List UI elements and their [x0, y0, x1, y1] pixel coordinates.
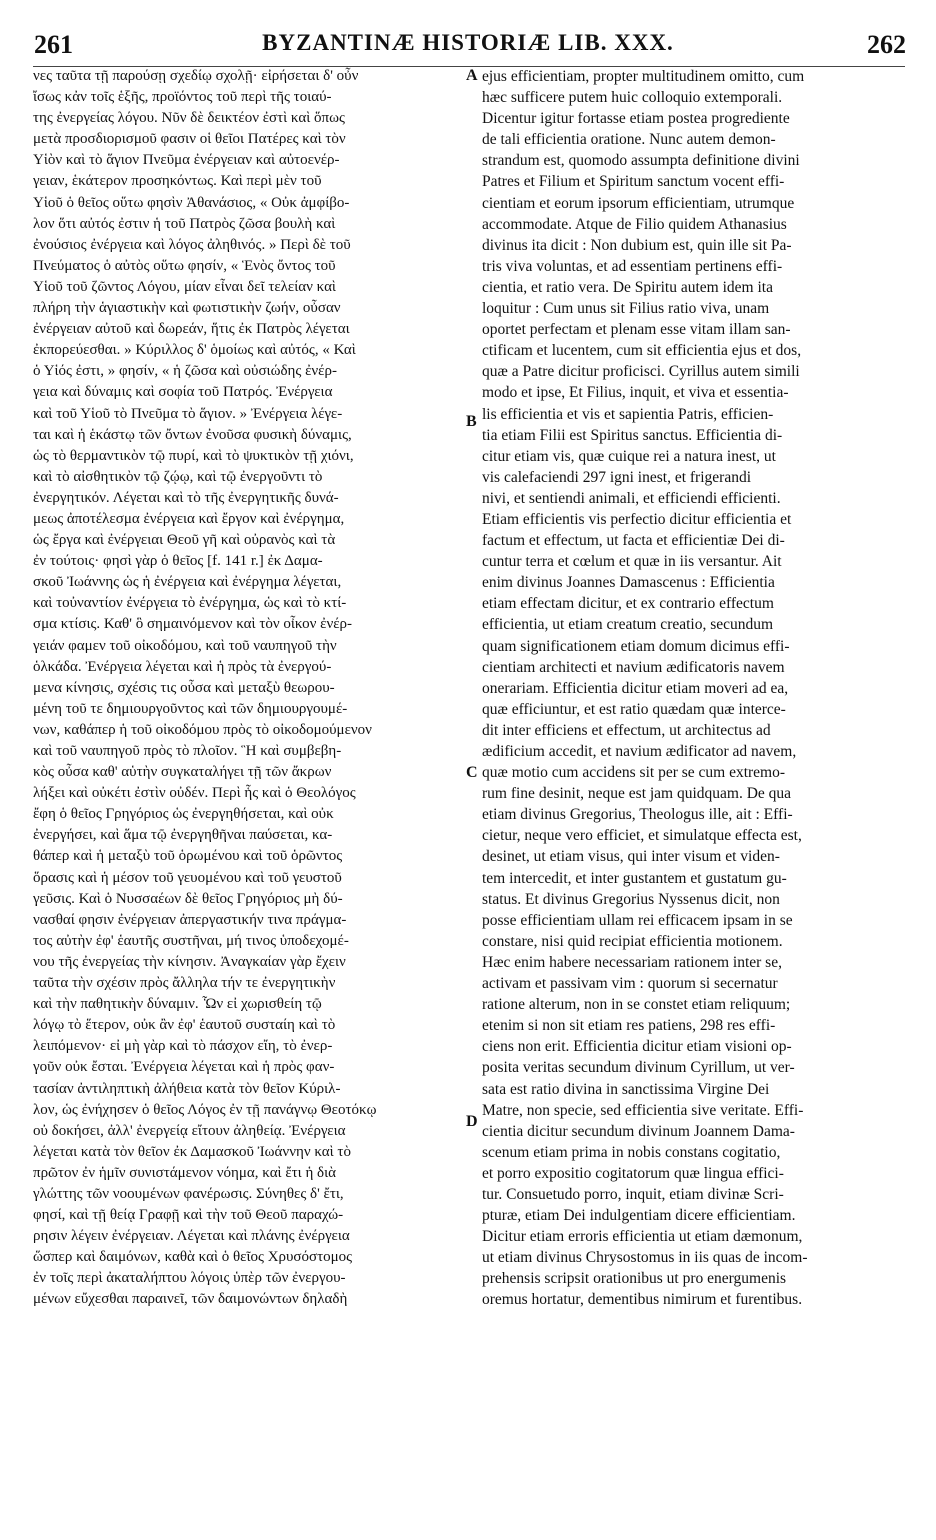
greek-text-line: καὶ τὴν παθητικὴν δύναμιν. Ὧν εἰ χωρισθείη τῷ [33, 996, 322, 1013]
latin-text-line: dit inter efficiens et effectum, ut architectus ad [482, 721, 771, 739]
latin-text-line: et porro expositio cogitatorum quæ lingua effici- [482, 1164, 784, 1182]
greek-text-line: Υἱοῦ τοῦ ζῶντος Λόγου, μίαν εἶναι δεῖ τελείαν καὶ [33, 278, 336, 295]
latin-text-line: ciens non erit. Efficientia dicitur etiam visioni op- [482, 1038, 792, 1056]
greek-text-line: ὁ Υἱός ἐστι, » φησίν, « ἡ ζῶσα καὶ οὐσιώδης ἐνέρ- [33, 363, 337, 380]
greek-text-line: τασίαν ἀντιληπτικὴ ἀλήθεια κατὰ τὸν θεῖον Κύριλ- [33, 1080, 341, 1097]
greek-text-line: καὶ τοῦ ναυπηγοῦ πρὸς τὸ πλοῖον. Ἣ καὶ συμβεβη- [33, 743, 342, 759]
greek-text-column [33, 66, 463, 1311]
latin-text-line: quæ efficiuntur, et est ratio quædam quæ interce- [482, 700, 786, 718]
latin-text-line: cientia dicitur secundum divinum Joannem Dama- [482, 1122, 795, 1140]
latin-text-line: hæc sufficere putem huic colloquio extemporali. [482, 89, 783, 107]
greek-text-line: γλώττης τῶν νοουμένων φανέρωσις. Σύνηθες δ' ἔτι, [33, 1185, 344, 1202]
latin-text-line: posita veritas secundum divinum Cyrillum, ut ver- [482, 1059, 795, 1077]
greek-text-line: ὡς ἔργα καὶ ἐνέργειαι Θεοῦ γῆ καὶ οὐρανὸς καὶ τὰ [33, 532, 336, 549]
latin-text-line: prehensis scripsit orationibus ut pro energumenis [482, 1270, 787, 1288]
latin-text-line: ctificam et lucentem, cum sit efficientia ejus et dos, [482, 342, 802, 360]
latin-text-line: constare, nisi quid recipiat efficientia motionem. [482, 932, 783, 950]
margin-marker-b: B [466, 413, 477, 430]
greek-text-line: σκοῦ Ἰωάννης ὡς ἡ ἐνέργεια καὶ ἐνέργημα λέγεται, [33, 574, 342, 591]
greek-text-line: λον, ὡς ἐνήχησεν ὁ θεῖος Λόγος ἐν τῇ πανάγνῳ Θεοτόκῳ [33, 1101, 377, 1118]
latin-text-line: ratione alterum, non in se constet etiam reliquum; [482, 996, 791, 1014]
greek-text-line: λόγῳ τὸ ἕτερον, οὐκ ἂν ἐφ' ἑαυτοῦ συσταίη καὶ τὸ [33, 1017, 336, 1034]
greek-text-line: νες ταῦτα τῇ παρούσῃ σχεδίῳ σχολῇ· εἰρήσεται δ' οὖν [33, 68, 359, 84]
latin-text-line: vis calefaciendi 297 igni inest, et frigerandi [482, 468, 752, 486]
greek-text-line: σμα κτίσις. Καθ' ὃ σημαινόμενον καὶ τὸν οἶκον ἐνέρ- [33, 616, 353, 633]
latin-text-line: Etiam efficientis vis perfectio dicitur efficientia et [482, 510, 792, 528]
latin-text-line: etiam effectam dicitur, et ex contrario effectum [482, 595, 774, 613]
greek-text-line: ὅρασις καὶ ἡ μέσον τοῦ γευομένου καὶ τοῦ γευστοῦ [33, 869, 342, 886]
greek-text-line: μετὰ προσδιορισμοῦ φασιν οἱ θεῖοι Πατέρες καὶ τὸν [33, 131, 346, 148]
running-title: BYZANTINÆ HISTORIÆ LIB. XXX. [262, 30, 674, 55]
latin-text-line: activam et passivam vim : quorum si secernatur [482, 975, 778, 993]
latin-text-line: tem intercedit, et inter gustantem et gustatum gu- [482, 869, 787, 887]
latin-text-line: strandum est, quomodo assumpta definitione divini [482, 152, 800, 170]
greek-text-line: ἐνούσιος ἐνέργεια καὶ λόγος ἀληθινός. » Περὶ δὲ τοῦ [33, 236, 351, 253]
latin-text-line: Dicitur etiam erroris efficientia ut etiam dæmonum, [482, 1228, 803, 1246]
greek-text-line: κὸς οὖσα καθ' αὑτὴν συγκαταλήγει τῇ τῶν ἄκρων [33, 764, 332, 781]
latin-text-line: desinet, ut etiam visus, qui inter visum et viden- [482, 848, 780, 866]
greek-text-line: ὡς τὸ θερμαντικὸν τῷ πυρί, καὶ τὸ ψυκτικὸν τῇ χιόνι, [33, 447, 354, 464]
greek-text-line: ρησιν λέγειν ἐνέργειαν. Λέγεται καὶ πλάνης ἐνέργεια [33, 1228, 350, 1245]
greek-text-line: ἐνεργητικόν. Λέγεται καὶ τὸ τῆς ἐνεργητικῆς δυνά- [33, 489, 339, 506]
latin-text-line: Patres et Filium et Spiritum sanctum vocent effi- [482, 173, 785, 191]
latin-text-line: lis efficientia et vis et sapientia Patris, efficien- [482, 405, 774, 423]
greek-text-line: ταῦτα τὴν σχέσιν πρὸς ἄλληλα τήν τε ἐνεργητικὴν [33, 975, 336, 992]
latin-text-line: ut etiam divinus Chrysostomus in iis quas de incom- [482, 1249, 808, 1267]
latin-text-line: cientia, et ratio vera. De Spiritu autem idem ita [482, 278, 773, 296]
latin-text-line: Dicentur igitur fortasse etiam postea progrediente [482, 110, 790, 128]
latin-text-line: rum fine desinit, neque est jam quidquam. De qua [482, 785, 792, 803]
greek-text-line: γειαν, ἑκάτερον προσηκόντως. Καὶ περὶ μὲν τοῦ [33, 173, 322, 190]
greek-text-line: καὶ τὸ αἰσθητικὸν τῷ ζῴῳ, καὶ τῷ ἐνεργοῦντι τὸ [33, 468, 323, 485]
latin-text-line: modo et ipse, Et Filius, inquit, et viva et essentia- [482, 384, 789, 402]
greek-text-line: καὶ τοὐναντίον ἐνέργεια τὸ ἐνέργημα, ὡς καὶ τὸ κτί- [33, 595, 347, 612]
greek-text-line: μενα κίνησις, σχέσις τις οὖσα καὶ μεταξὺ θεωρου- [33, 679, 335, 696]
greek-text-line: μεως ἀποτέλεσμα ἐνέργεια καὶ ἔργον καὶ ἐνέργημα, [33, 510, 345, 527]
latin-text-line: ejus efficientiam, propter multitudinem omitto, cum [482, 68, 805, 85]
latin-text-line: scenum etiam prima in nobis constans cogitatio, [482, 1143, 781, 1161]
latin-text-line: ædificium accedit, et navium ædificator ad navem, [482, 743, 797, 760]
greek-text-line: λον ὅτι αὐτός ἐστιν ἡ τοῦ Πατρὸς ζῶσα βουλὴ καὶ [33, 215, 336, 232]
greek-text-line: γειάν φαμεν τοῦ οἰκοδόμου, καὶ τοῦ ναυπηγοῦ τὴν [33, 637, 337, 654]
greek-text-line: γεῦσις. Καὶ ὁ Νυσσαέων δὲ θεῖος Γρηγόριος μὴ δύ- [33, 890, 343, 907]
greek-text-line: Υἱὸν καὶ τὸ ἅγιον Πνεῦμα ἐνέργειαν καὶ αὐτοενέρ- [33, 152, 340, 169]
greek-text-line: λειπόμενον· εἰ μὴ γὰρ καὶ τὸ πάσχον εἴη, τὸ ἐνερ- [33, 1038, 333, 1055]
latin-text-line: onerariam. Efficientia dicitur etiam moveri ad ea, [482, 679, 789, 697]
greek-text-line: νων, καθάπερ ἡ τοῦ οἰκοδόμου πρὸς τὸ οἰκοδομούμενον [33, 721, 372, 738]
latin-text-line: oremus hortatur, dementibus nimirum et furentibus. [482, 1291, 803, 1309]
greek-text-line: Πνεύματος ὁ αὐτὸς οὕτω φησίν, « Ἑνὸς ὄντος τοῦ [33, 257, 336, 274]
greek-text-line: ἐνεργήσει, καὶ ἅμα τῷ ἐνεργηθῆναι παύσεται, κα- [33, 827, 333, 844]
latin-text-line: sata est ratio divina in sanctissima Virgine Dei [482, 1080, 770, 1098]
greek-text-line: νασθαί φησιν ἐνέργειαν ἀπεργαστικήν τινα πράγμα- [33, 911, 347, 928]
greek-text-line: μένων εὔχεσθαι παραινεῖ, τῶν δαιμονώντων δηλαδὴ [33, 1291, 348, 1308]
greek-text-line: ἔφη ὁ θεῖος Γρηγόριος ὡς ἐνεργηθήσεται, καὶ οὐκ [33, 806, 334, 823]
latin-text-line: tris viva voluntas, et ad essentiam pertinens effi- [482, 257, 783, 275]
greek-text-line: ὥσπερ καὶ δαιμόνων, καθὰ καὶ ὁ θεῖος Χρυσόστομος [33, 1249, 353, 1266]
latin-text-line: cietur, neque vero efficiet, et simulatque effecta est, [482, 827, 802, 845]
greek-text-line: Υἱοῦ ὁ θεῖος οὕτω φησὶν Ἀθανάσιος, « Οὐκ ἀμφίβο- [33, 194, 350, 211]
latin-text-line: cientiam architecti et navium ædificatoris navem [482, 658, 785, 676]
latin-text-line: tia etiam Filii est Spiritus sanctus. Efficientia di- [482, 426, 783, 444]
greek-text-line: λέγεται κατὰ τὸν θεῖον ἐκ Δαμασκοῦ Ἰωάννην καὶ τὸ [33, 1143, 351, 1160]
latin-text-line: divinus ita dicit : Non dubium est, quin ille sit Pa- [482, 236, 792, 254]
latin-text-line: quæ a Patre dicitur proficisci. Cyrillus autem simili [482, 363, 800, 381]
greek-text-line: τος αὐτὴν ἐφ' ἑαυτῆς συστῆναι, μή τινος ὑποδεχομέ- [33, 932, 349, 949]
latin-text-line: citur etiam vis, quæ cuique rei a natura inest, ut [482, 447, 776, 465]
latin-text-line: cientiam et eorum ipsorum efficientiam, utrumque [482, 194, 795, 212]
greek-text-line: ὁλκάδα. Ἐνέργεια λέγεται καὶ ἡ πρὸς τὰ ἐνεργού- [33, 658, 332, 675]
greek-text-line: μένη τοῦ τε δημιουργοῦντος καὶ τῶν δημιουργουμέ- [33, 700, 348, 717]
page-number-left: 261 [34, 30, 73, 59]
greek-text-line: γεια καὶ δύναμις καὶ σοφία τοῦ Πατρός. Ἐνέργεια [33, 384, 333, 401]
latin-text-line: oportet perfectam et plenam esse vitam illam san- [482, 321, 791, 339]
latin-text-line: posse efficientiam ullam rei efficacem ipsam in se [482, 911, 793, 929]
latin-text-line: quæ motio cum accidens sit per se cum extremo- [482, 764, 786, 782]
latin-text-line: enim divinus Joannes Damascenus : Efficientia [482, 574, 775, 592]
margin-marker-a: A [466, 67, 478, 84]
greek-text-line: ἐν τοῖς περὶ ἀκαταλήπτου λόγοις ὑπὲρ τῶν ἐνεργου- [33, 1270, 346, 1287]
latin-text-line: de tali efficientia oratione. Nunc autem demon- [482, 131, 776, 149]
latin-text-line: quam significationem etiam domum dicimus effi- [482, 637, 790, 655]
greek-text-line: ἐνέργειαν αὐτοῦ καὶ δωρεάν, ἥτις ἐκ Πατρὸς λέγεται [33, 321, 350, 338]
margin-marker-c: C [466, 764, 478, 781]
latin-text-line: nivi, et sentiendi animali, et efficiendi efficienti. [482, 489, 781, 507]
latin-text-line: loquitur : Cum unus sit Filius ratio viva, unam [482, 300, 770, 318]
greek-text-line: νου τῆς ἐνεργείας τὴν κίνησιν. Ἀναγκαίαν γὰρ ἔχειν [33, 953, 346, 970]
latin-text-line: status. Et divinus Gregorius Nyssenus dicit, non [482, 890, 780, 908]
greek-text-line: ἐν τούτοις· φησὶ γὰρ ὁ θεῖος [f. 141 r.] ἐκ Δαμα- [33, 553, 323, 570]
greek-text-line: ται καὶ ἡ ἑκάστῳ τῶν ὄντων ἐνοῦσα φυσικὴ δύναμις, [33, 426, 352, 443]
latin-text-line: efficientia, ut etiam creatum creatio, secundum [482, 616, 774, 634]
latin-text-line: Hæc enim habere necessariam rationem inter se, [482, 953, 782, 971]
greek-text-line: πρῶτον ἐν ἡμῖν συνιστάμενον νόημα, καὶ ἔτι ἡ διὰ [33, 1164, 337, 1181]
latin-text-column [482, 66, 904, 1311]
greek-text-line: της ἐνεργείας λόγου. Νῦν δὲ δεικτέον ἐστὶ καὶ ὅπως [33, 110, 345, 127]
greek-text-line: γοῦν οὐκ ἔσται. Ἐνέργεια λέγεται καὶ ἡ πρὸς φαν- [33, 1059, 335, 1076]
latin-text-line: etenim si non sit etiam res patiens, 298 res effi- [482, 1017, 776, 1035]
latin-text-line: accommodate. Atque de Filio quidem Athanasius [482, 215, 787, 233]
greek-text-line: φησί, καὶ τῇ θείᾳ Γραφῇ καὶ τὴν τοῦ Θεοῦ παραχώ- [33, 1207, 344, 1224]
latin-text-line: Matre, non specie, sed efficientia sive veritate. Effi- [482, 1101, 804, 1119]
latin-text-line: etiam divinus Gregorius, Theologus ille, ait : Effi- [482, 806, 793, 824]
latin-text-line: pturæ, etiam Dei indulgentiam dicere efficientiam. [482, 1207, 796, 1225]
page-number-right: 262 [867, 30, 906, 59]
latin-text-line: factum et effectum, ut facta et efficientiæ Dei di- [482, 532, 785, 550]
greek-text-line: πλήρη τὴν ἁγιαστικὴν καὶ φωτιστικὴν ζωήν, οὖσαν [33, 300, 341, 317]
greek-text-line: λήξει καὶ οὐκέτι ἐστὶν οὐδέν. Περὶ ἧς καὶ ὁ Θεολόγος [33, 785, 356, 802]
latin-text-line: tur. Consuetudo porro, inquit, etiam divinæ Scri- [482, 1185, 784, 1203]
latin-text-line: cuntur terra et cœlum et quæ in iis versantur. Ait [482, 553, 782, 571]
greek-text-line: ἐκπορεύεσθαι. » Κύριλλος δ' ὁμοίως καὶ αὐτός, « Καὶ [33, 342, 356, 359]
greek-text-line: ἴσως κἀν τοῖς ἑξῆς, προϊόντος τοῦ περὶ τῆς τοιαύ- [33, 89, 332, 106]
greek-text-line: οὐ δοκήσει, ἀλλ' ἐνεργείᾳ εἴτουν ἀληθείᾳ. Ἐνέργεια [33, 1122, 346, 1139]
margin-marker-d: D [466, 1113, 478, 1130]
greek-text-line: θάπερ καὶ ἡ μεταξὺ τοῦ ὁρωμένου καὶ τοῦ ὁρῶντος [33, 848, 343, 865]
greek-text-line: καὶ τοῦ Υἱοῦ τὸ Πνεῦμα τὸ ἅγιον. » Ἐνέργεια λέγε- [33, 405, 343, 422]
